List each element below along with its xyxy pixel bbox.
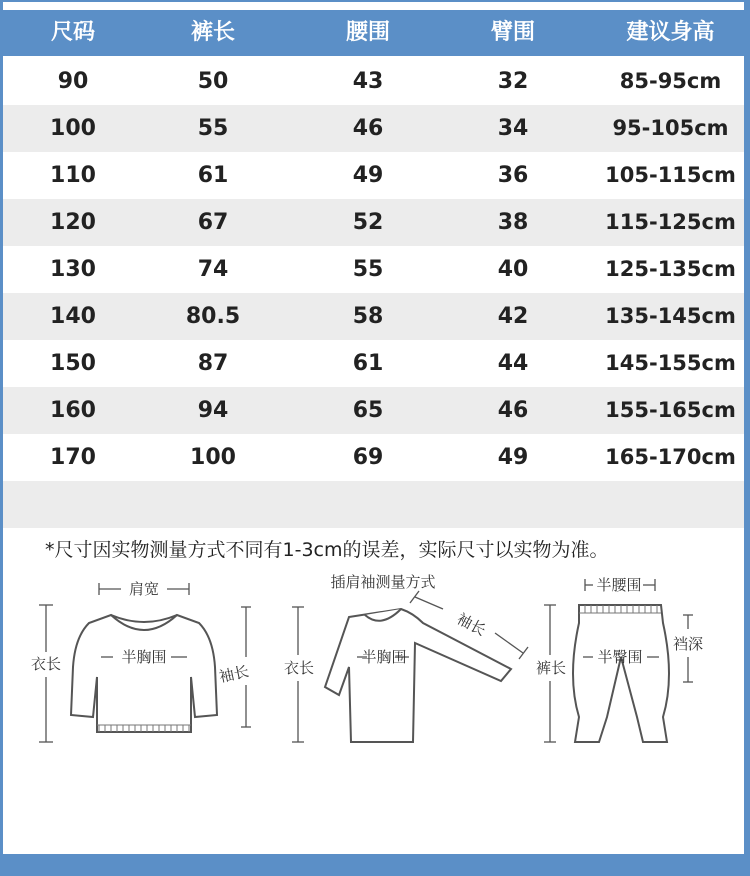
cell-pants-length: 94 [197, 398, 229, 423]
header-size: 尺码 [50, 20, 95, 45]
measurement-diagram [3, 557, 744, 757]
cell-height: 145-155cm [605, 351, 736, 375]
cell-arm: 36 [497, 163, 529, 188]
cell-arm: 34 [497, 116, 529, 141]
cell-pants-length: 74 [197, 257, 229, 282]
cell-size: 110 [50, 163, 96, 188]
cell-pants-length: 61 [197, 163, 229, 188]
sweater-illustration [31, 580, 251, 742]
cell-arm: 40 [497, 257, 529, 282]
pants-illustration [536, 576, 703, 742]
cell-size: 100 [50, 116, 96, 141]
cell-height: 95-105cm [612, 116, 729, 140]
table-row [3, 246, 744, 293]
cell-waist: 61 [352, 351, 384, 376]
cell-arm: 32 [497, 69, 529, 94]
header-waist: 腰围 [345, 20, 390, 45]
cell-height: 115-125cm [605, 210, 736, 234]
table-row [3, 293, 744, 340]
table-row [3, 387, 744, 434]
sweater-chest-label: 半胸围 [121, 648, 167, 666]
cell-height: 85-95cm [619, 69, 722, 93]
table-row [3, 58, 744, 105]
cell-size: 170 [50, 445, 96, 470]
cell-waist: 49 [352, 163, 384, 188]
cell-pants-length: 55 [197, 116, 229, 141]
raglan-sleeve-label: 袖长 [453, 609, 489, 640]
raglan-title: 插肩袖测量方式 [330, 573, 436, 591]
cell-pants-length: 80.5 [185, 304, 241, 329]
size-chart-panel [3, 2, 744, 854]
pants-length-label: 裤长 [535, 659, 567, 677]
table-row [3, 152, 744, 199]
cell-waist: 55 [352, 257, 384, 282]
sweater-shoulder-label: 肩宽 [128, 580, 160, 598]
table-header [3, 10, 744, 56]
cell-pants-length: 67 [197, 210, 229, 235]
header-height: 建议身高 [626, 20, 715, 45]
cell-arm: 44 [497, 351, 529, 376]
cell-waist: 69 [352, 445, 384, 470]
pants-thigh-label: 半臀围 [597, 648, 643, 666]
cell-size: 130 [50, 257, 96, 282]
cell-size: 160 [50, 398, 96, 423]
cell-arm: 42 [497, 304, 529, 329]
header-pants-length: 裤长 [190, 20, 235, 45]
table-row [3, 199, 744, 246]
table-row [3, 105, 744, 152]
table-row [3, 434, 744, 481]
sweater-sleeve-label: 袖长 [217, 662, 251, 687]
cell-arm: 49 [497, 445, 529, 470]
cell-height: 165-170cm [605, 445, 736, 469]
cell-height: 105-115cm [605, 163, 736, 187]
measurement-note: *尺寸因实物测量方式不同有1-3cm的误差，实际尺寸以实物为准。 [45, 539, 609, 561]
cell-size: 140 [50, 304, 96, 329]
cell-arm: 38 [497, 210, 529, 235]
cell-waist: 43 [352, 69, 384, 94]
cell-size: 90 [57, 69, 89, 94]
cell-size: 120 [50, 210, 96, 235]
raglan-illustration [284, 573, 528, 742]
cell-height: 135-145cm [605, 304, 736, 328]
raglan-chest-label: 半胸围 [361, 648, 407, 666]
cell-pants-length: 87 [197, 351, 229, 376]
cell-waist: 46 [352, 116, 384, 141]
cell-waist: 65 [352, 398, 384, 423]
table-row [3, 340, 744, 387]
cell-size: 150 [50, 351, 96, 376]
cell-pants-length: 50 [197, 69, 229, 94]
header-arm: 臂围 [490, 20, 535, 45]
sweater-length-label: 衣长 [30, 655, 62, 673]
cell-waist: 58 [352, 304, 384, 329]
cell-height: 125-135cm [605, 257, 736, 281]
table-row-empty [3, 481, 744, 528]
cell-height: 155-165cm [605, 398, 736, 422]
pants-waist-label: 半腰围 [596, 576, 642, 594]
raglan-length-label: 衣长 [283, 659, 315, 677]
cell-waist: 52 [352, 210, 384, 235]
pants-rise-label: 裆深 [672, 635, 704, 653]
cell-pants-length: 100 [190, 445, 236, 470]
cell-arm: 46 [497, 398, 529, 423]
